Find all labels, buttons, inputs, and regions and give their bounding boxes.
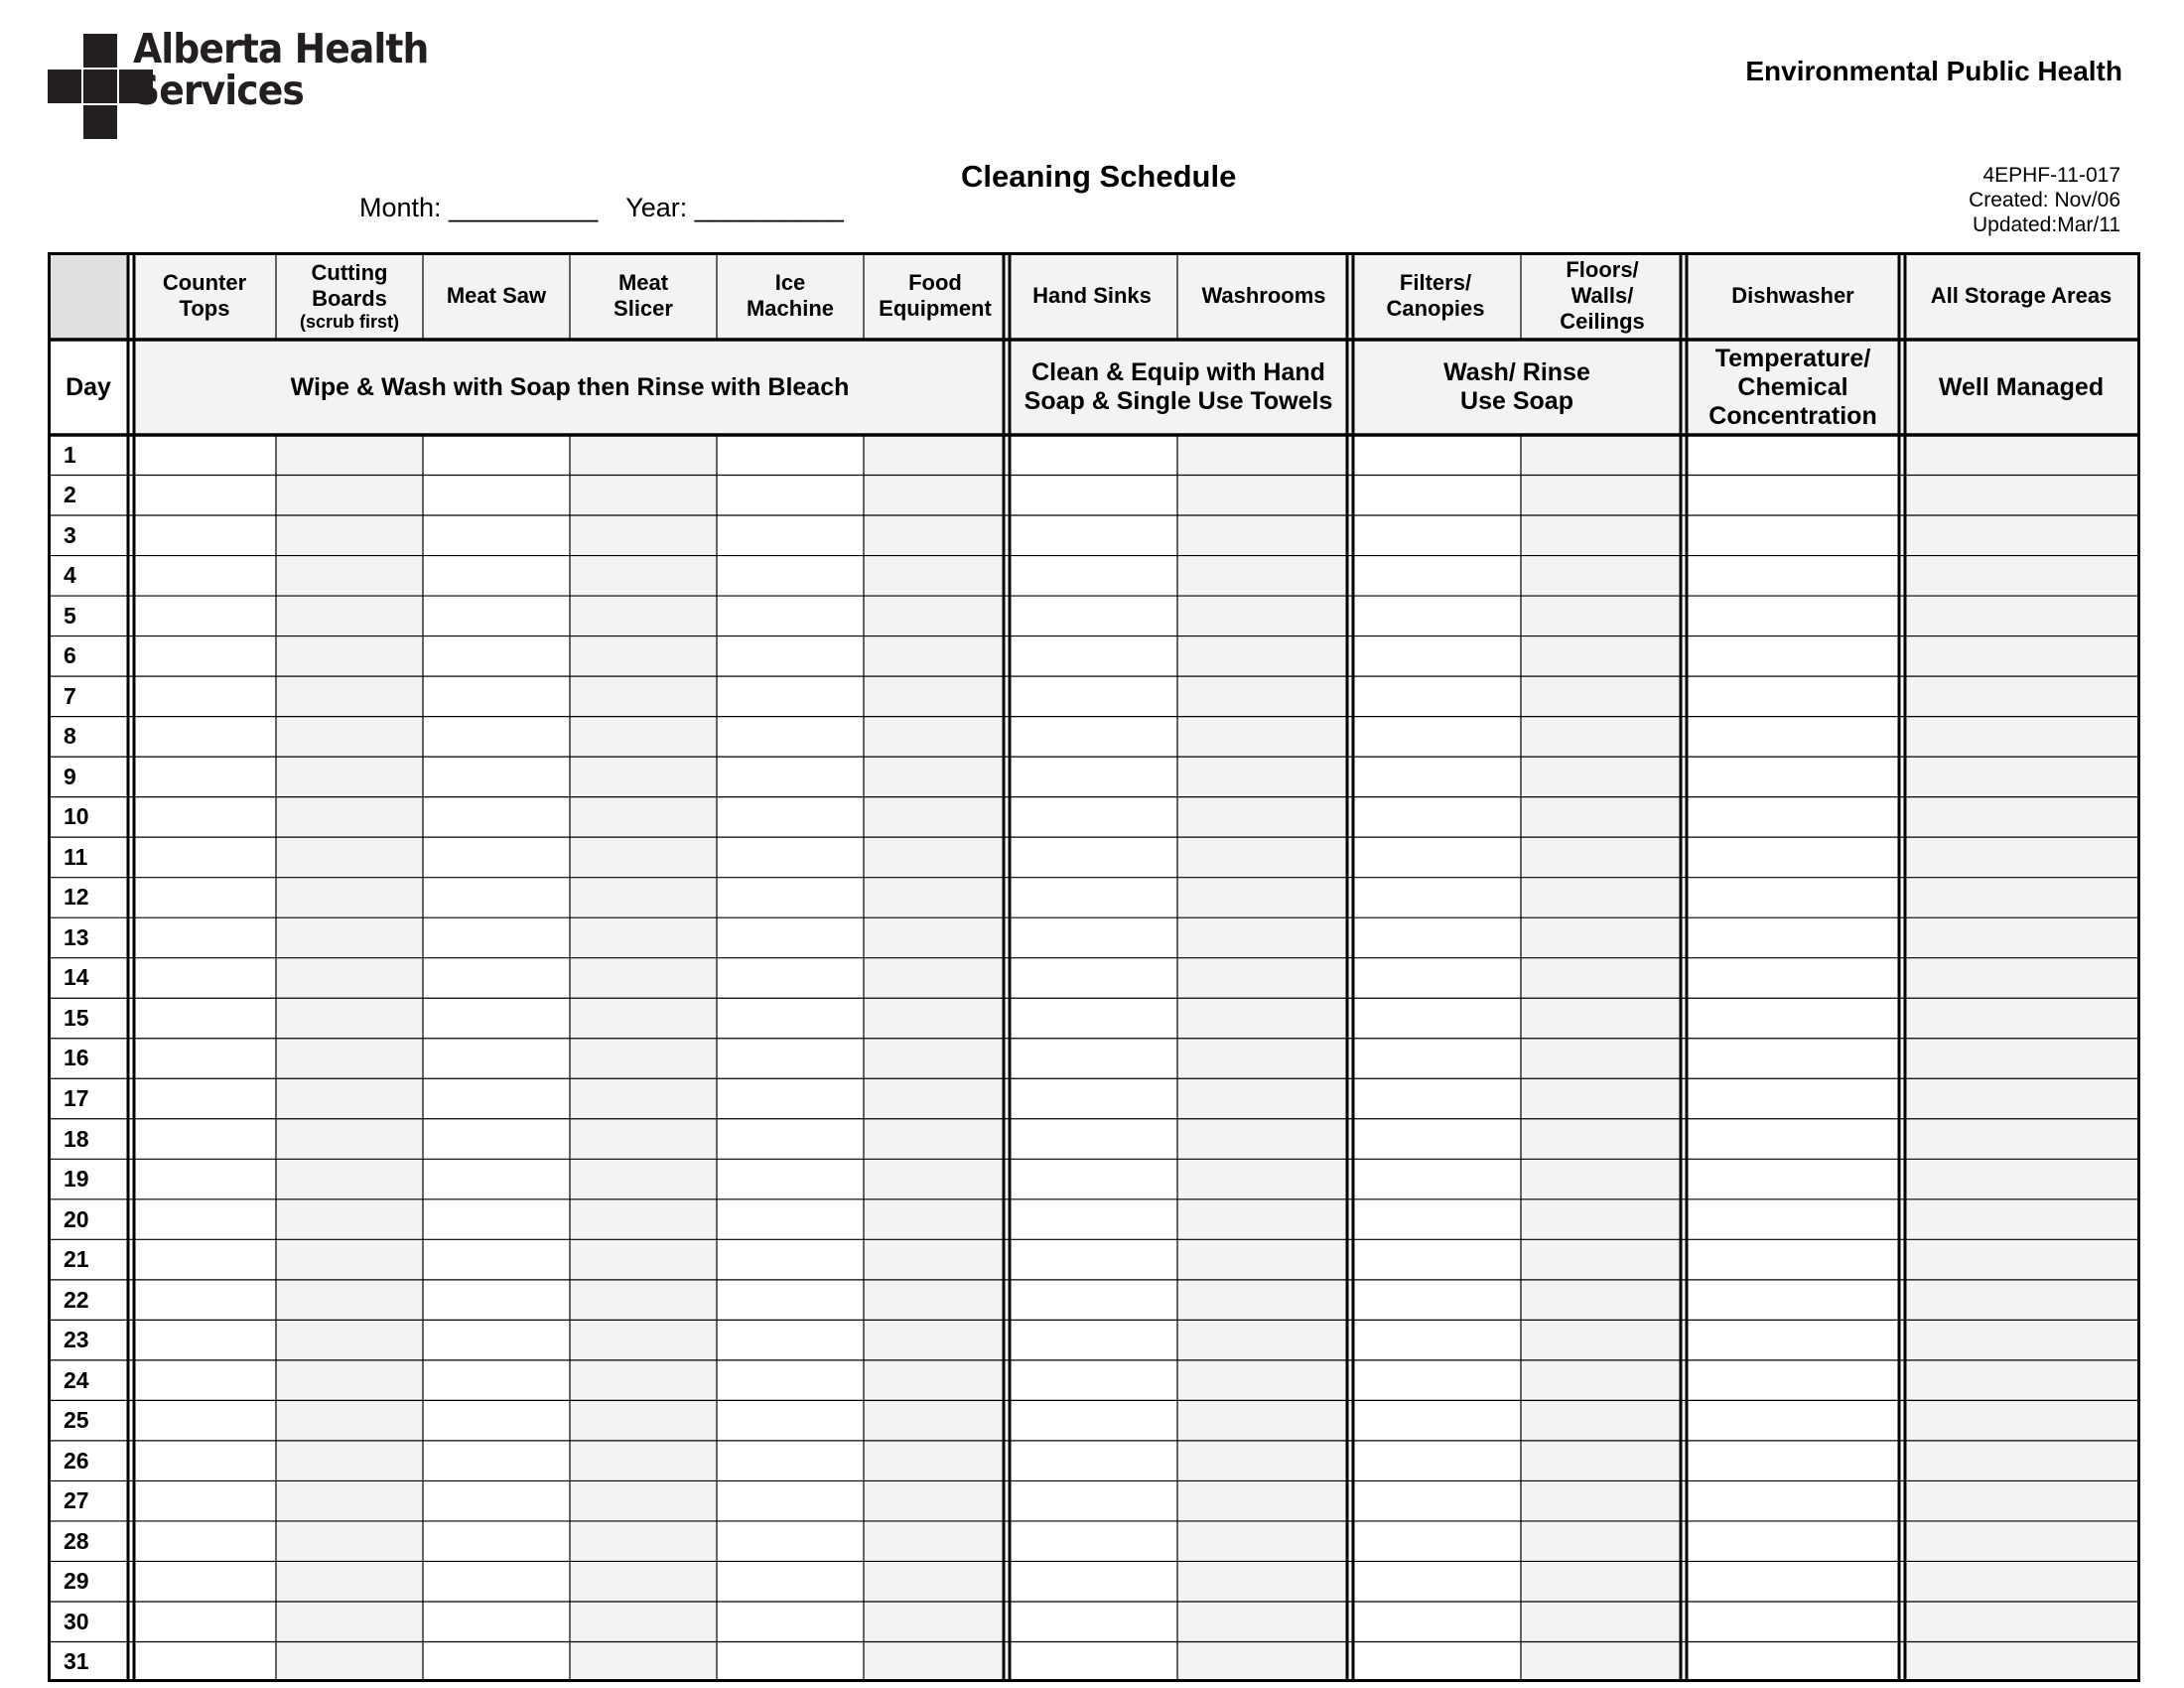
column-header-line: Walls/ bbox=[1570, 283, 1634, 308]
column-header-line: Counter bbox=[162, 270, 247, 295]
day-number: 22 bbox=[64, 1286, 89, 1313]
created-date: Created: Nov/06 bbox=[1969, 189, 2120, 211]
day-number: 19 bbox=[64, 1166, 89, 1193]
column-header-line: Food bbox=[908, 270, 962, 295]
column-header-line: Equipment bbox=[879, 296, 992, 321]
column-header bbox=[427, 252, 566, 340]
shaded-column-bg bbox=[1177, 435, 1350, 1682]
shaded-column-bg bbox=[1521, 435, 1684, 1682]
day-number: 5 bbox=[64, 602, 76, 629]
month-year-line bbox=[359, 193, 844, 223]
logo-line2: Services bbox=[133, 67, 304, 114]
shaded-column-bg bbox=[276, 435, 423, 1682]
column-header bbox=[574, 252, 713, 340]
day-number: 12 bbox=[64, 884, 89, 911]
day-number: 1 bbox=[64, 441, 76, 468]
day-number: 9 bbox=[64, 763, 76, 789]
column-header-line: Slicer bbox=[614, 296, 673, 321]
table-grid bbox=[48, 252, 2140, 1682]
group-instruction bbox=[1013, 340, 1344, 435]
updated-date: Updated:Mar/11 bbox=[1972, 213, 2120, 236]
document-info bbox=[1969, 163, 2120, 237]
group-instruction-line: Wash/ Rinse bbox=[1443, 358, 1590, 386]
year-field[interactable]: Year: __________ bbox=[625, 193, 844, 222]
column-header-line: Meat Saw bbox=[446, 283, 547, 308]
column-header bbox=[137, 252, 272, 340]
group-instruction-line: Well Managed bbox=[1938, 372, 2105, 401]
day-number: 25 bbox=[64, 1407, 89, 1434]
month-field[interactable]: Month: __________ bbox=[359, 193, 599, 222]
column-header-line: Cutting bbox=[311, 260, 388, 285]
day-number: 28 bbox=[64, 1527, 89, 1554]
shaded-column-bg bbox=[1902, 435, 2140, 1682]
day-number: 6 bbox=[64, 642, 76, 669]
group-instruction-line: Concentration bbox=[1708, 401, 1877, 430]
group-instruction bbox=[1908, 340, 2134, 435]
group-instruction-line: Chemical bbox=[1737, 372, 1848, 401]
department-name: Environmental Public Health bbox=[1745, 56, 2122, 86]
corner-cell bbox=[48, 252, 129, 340]
page-title: Cleaning Schedule bbox=[961, 159, 1237, 194]
group-instruction-line: Wipe & Wash with Soap then Rinse with Bleach bbox=[290, 372, 850, 401]
group-instruction-line: Use Soap bbox=[1460, 387, 1573, 415]
column-header-line: Tops bbox=[179, 296, 230, 321]
day-number: 8 bbox=[64, 723, 76, 750]
column-header-line: All Storage Areas bbox=[1930, 283, 2113, 308]
day-number: 31 bbox=[64, 1648, 89, 1675]
column-header-line: Machine bbox=[746, 296, 835, 321]
column-header bbox=[1354, 252, 1517, 340]
day-number: 3 bbox=[64, 521, 76, 548]
day-number: 17 bbox=[64, 1085, 89, 1111]
group-instruction bbox=[139, 340, 1001, 435]
day-number: 18 bbox=[64, 1125, 89, 1152]
group-instruction bbox=[1690, 340, 1896, 435]
day-number: 21 bbox=[64, 1246, 89, 1273]
column-header-line: Meat bbox=[617, 270, 669, 295]
column-header-line: Canopies bbox=[1386, 296, 1485, 321]
day-number: 7 bbox=[64, 682, 76, 709]
logo-text bbox=[133, 25, 429, 114]
day-number: 20 bbox=[64, 1205, 89, 1232]
day-number: 13 bbox=[64, 923, 89, 950]
day-number: 23 bbox=[64, 1327, 89, 1353]
column-header bbox=[1906, 252, 2136, 340]
column-header-line: Ice bbox=[774, 270, 806, 295]
shaded-column-bg bbox=[570, 435, 717, 1682]
day-number: 30 bbox=[64, 1608, 89, 1634]
group-instruction-line: Temperature/ bbox=[1714, 344, 1871, 372]
group-instruction-line: Soap & Single Use Towels bbox=[1024, 387, 1333, 415]
day-number: 4 bbox=[64, 562, 76, 589]
column-header-line: Hand Sinks bbox=[1032, 283, 1152, 308]
day-number: 14 bbox=[64, 964, 89, 991]
day-header: Day bbox=[66, 372, 111, 401]
day-number: 16 bbox=[64, 1045, 89, 1071]
form-number: 4EPHF-11-017 bbox=[1982, 164, 2120, 187]
cleaning-schedule-table bbox=[48, 252, 2140, 1682]
day-number: 15 bbox=[64, 1004, 89, 1031]
day-number: 2 bbox=[64, 482, 76, 508]
shaded-column-bg bbox=[864, 435, 1007, 1682]
day-number: 27 bbox=[64, 1487, 89, 1514]
column-header bbox=[721, 252, 860, 340]
day-number: 24 bbox=[64, 1366, 89, 1393]
column-header bbox=[280, 252, 419, 340]
column-header bbox=[1181, 252, 1346, 340]
day-number: 11 bbox=[64, 843, 88, 870]
column-header-line: Filters/ bbox=[1399, 270, 1472, 295]
group-instruction bbox=[1356, 340, 1678, 435]
column-header bbox=[1011, 252, 1173, 340]
column-header bbox=[868, 252, 1003, 340]
column-header bbox=[1525, 252, 1680, 340]
column-header bbox=[1688, 252, 1898, 340]
column-header-line: Dishwasher bbox=[1731, 283, 1854, 308]
column-header-line: Ceilings bbox=[1560, 309, 1645, 334]
column-header-note: (scrub first) bbox=[299, 312, 399, 332]
column-header-line: Washrooms bbox=[1201, 283, 1326, 308]
day-number: 10 bbox=[64, 803, 89, 830]
day-number: 26 bbox=[64, 1447, 89, 1474]
column-header-line: Floors/ bbox=[1566, 257, 1639, 282]
day-number: 29 bbox=[64, 1568, 89, 1595]
group-instruction-line: Clean & Equip with Hand bbox=[1031, 358, 1325, 386]
column-header-line: Boards bbox=[312, 286, 387, 311]
logo-line1: Alberta Health bbox=[133, 25, 429, 72]
